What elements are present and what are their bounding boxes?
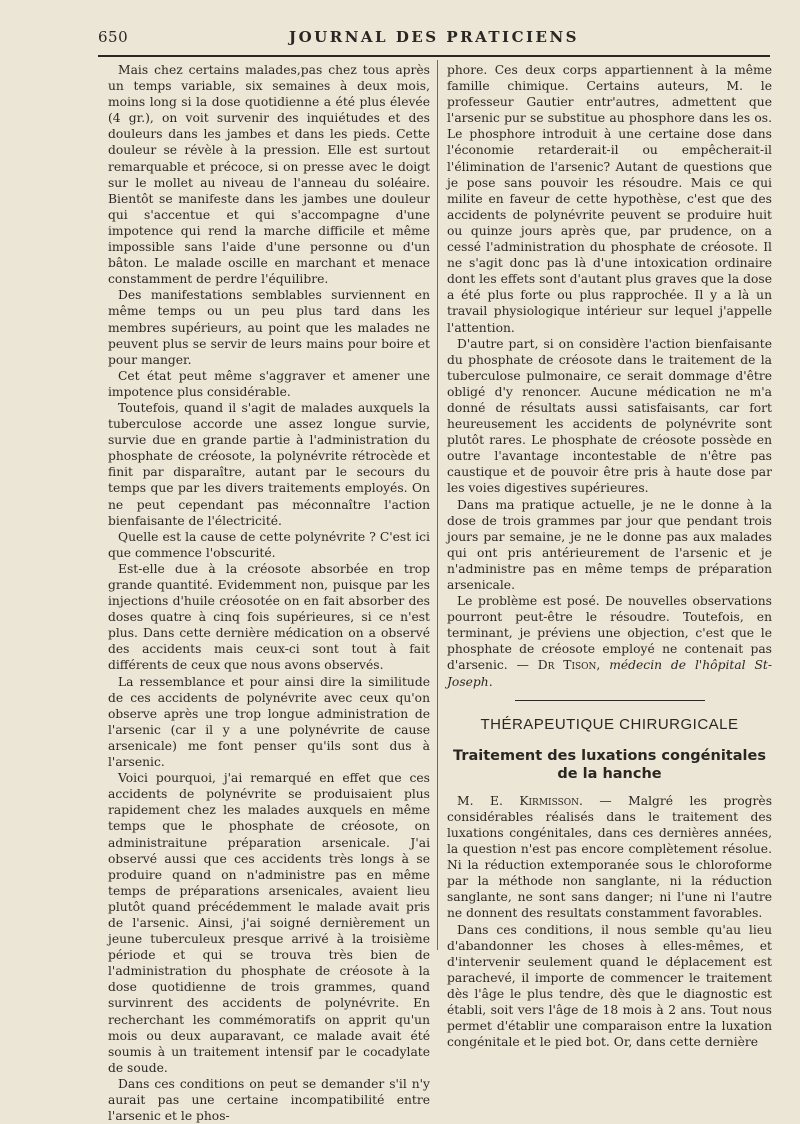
article-title-line: de la hanche <box>557 765 662 782</box>
paragraph-with-signature <box>447 593 772 690</box>
journal-title: JOURNAL DES PRATICIENS <box>289 28 579 46</box>
article-paragraph: Dans ces conditions, il nous semble qu'au lieu d'abandonner les choses à elles-mêmes, et d'intervenir seulement quand le déplacement est parachevé, il importe de commencer le traitement dès l'âge le plus tendre, dès que le diagnostic est établi, soit vers l'âge de 18 mois à 2 ans. Tout nous permet d'établir une comparaison entre la luxation congénitale et le pied bot. Or, dans cette dernière <box>447 922 772 1050</box>
signature-affiliation: médecin de l'hôpital St-Joseph. <box>447 658 772 689</box>
paragraph: D'autre part, si on considère l'action bienfaisante du phosphate de créosote dans le traitement de la tuberculose pulmonaire, ce serait dommage d'être obligé d'y renoncer. Aucune médication ne m'a donné de résultats aussi satisfaisants, car fort heureusement les accidents de polynévrite sont plutôt rares. Le phosphate de créosote possède en outre l'avantage incontestable de n'être pas caustique et de pouvoir être pris à haute dose par les voies digestives supérieures. <box>447 336 772 496</box>
paragraph: La ressemblance et pour ainsi dire la similitude de ces accidents de polynévrite avec ceux qu'on observe après une trop longue administration de l'arsenic (car il y a une polynévrite de cause arsenicale) me font penser qu'ils sont dus à l'arsenic. <box>108 674 430 770</box>
paragraph: Des manifestations semblables surviennent en même temps ou un peu plus tard dans les membres supérieurs, au point que les malades ne peuvent plus se servir de leurs mains pour boire et pour manger. <box>108 288 430 367</box>
paragraph: Dans ces conditions on peut se demander s'il n'y aurait pas une certaine incompatibilité entre l'arsenic et le phos- <box>108 1076 430 1124</box>
signature-author: Dr Tison, <box>537 658 601 673</box>
paragraph: Est-elle due à la créosote absorbée en trop grande quantité. Evidemment non, puisque par les injections d'huile créosotée on en fait absorber des doses quatre à cinq fois supérieures, si ce n'est plus. Dans cette dernière médication on a observé des accidents mais ceux-ci sont tout à fait différents de ceux que nous avons observés. <box>108 561 430 673</box>
article-title-line: Traitement des luxations congénitales <box>453 747 766 764</box>
article-paragraph <box>447 793 772 922</box>
paragraph: Cet état peut même s'aggraver et amener une impotence plus considérable. <box>108 368 430 399</box>
left-column <box>108 62 430 1124</box>
paragraph: Quelle est la cause de cette polynévrite ? C'est ici que commence l'obscurité. <box>108 529 430 560</box>
paragraph: Toutefois, quand il s'agit de malades auxquels la tuberculose accorde une assez longue survie, survie due en grande partie à l'administration du phosphate de créosote, la polynévrite rétrocède et finit par disparaître, autant par le secours du temps que par les divers traitements employés. On ne peut cependant pas méconnaître l'action bienfaisante de l'électricité. <box>108 400 430 528</box>
column-divider <box>437 60 438 950</box>
header-rule <box>98 55 770 57</box>
article-author: M. E. Kirmisson. <box>457 793 583 808</box>
paragraph: Dans ma pratique actuelle, je ne le donne à la dose de trois grammes par jour que pendant trois jours par semaine, je ne le donne pas aux malades qui ont pris antérieurement de l'arsenic et je n'administre pas en même temps de préparation arsenicale. <box>447 497 772 592</box>
page-header <box>98 28 770 52</box>
paragraph: Mais chez certains malades,pas chez tous après un temps variable, six semaines à deux mois, moins long si la dose quotidienne a été plus élevée (4 gr.), on voit survenir des inquiétudes et des douleurs dans les jambes et dans les pieds. Cette douleur se révèle à la pression. Elle est surtout remarquable et précoce, si on presse avec le doigt sur le mollet au niveau de l'anneau du soléaire. Bientôt se manifeste dans les jambes une douleur qui s'accentue et qui s'accompagne d'une impotence qui rend la marche difficile et même impossible sans l'aide d'une personne ou d'un bâton. Le malade oscille en marchant et menace constamment de perdre l'équilibre. <box>108 63 430 287</box>
paragraph-text: Le problème est posé. De nouvelles observations pourront peut-être le résoudre. Toutefois, en terminant, je préviens une objection, c'est que le phosphate de créosote employé ne contenait pas d'arsenic. — <box>447 594 772 673</box>
paragraph: phore. Ces deux corps appartiennent à la même famille chimique. Certains auteurs, M. le professeur Gautier entr'autres, admettent que l'arsenic pur se substitue au phosphore dans les os. Le phosphore introduit à une certaine dose dans l'économie retarderait-il ou empêcherait-il l'élimination de l'arsenic? Autant de questions que je pose sans pouvoir les résoudre. Mais ce qui milite en faveur de cette hypothèse, c'est que des accidents de polynévrite peuvent se produire huit ou quinze jours après que, par prudence, on a cessé l'administration du phosphate de créosote. Il ne s'agit donc pas là d'une intoxication ordinaire dont les effets sont d'autant plus graves que la dose a été plus forte ou plus rapprochée. Il y a là un travail physiologique intérieur sur lequel j'appelle l'attention. <box>447 63 772 335</box>
paragraph: Voici pourquoi, j'ai remarqué en effet que ces accidents de polynévrite se produisaient plus rapidement chez les malades auxquels en même temps que le phosphate de créosote, on administraitune préparation arsenicale. J'ai observé aussi que ces accidents très longs à se produire quand on n'administre pas en même temps de préparations arsenicales, avaient lieu plutôt quand précédemment le malade avait pris de l'arsenic. Ainsi, j'ai soigné dernièrement un jeune tuberculeux presque arrivé à la troisième période et qui se trouva très bien de l'administration du phosphate de créosote à la dose quotidienne de trois grammes, quand survinrent des accidents de polynévrite. En recherchant les commémoratifs on apprit qu'un mois ou deux auparavant, ce malade avait été soumis à un traitement intensif par le cocadylate de soude. <box>108 771 430 1075</box>
right-column <box>447 62 772 1050</box>
section-title: THÉRAPEUTIQUE CHIRURGICALE <box>480 715 739 733</box>
article-separator <box>515 700 705 701</box>
page-number: 650 <box>98 28 129 46</box>
article-title <box>447 747 772 783</box>
paragraph-text: — Malgré les progrès considérables réalisés dans le traitement des luxations congénitales, dans ces dernières années, la question n'est pas encore complètement résolue. Ni la réduction extemporanée sous le chloroforme par la méthode non sanglante, ni la réduction sanglante, ne sont sans danger; ni l'une ni l'autre ne donnent des resultats constamment favorables. <box>447 793 773 921</box>
